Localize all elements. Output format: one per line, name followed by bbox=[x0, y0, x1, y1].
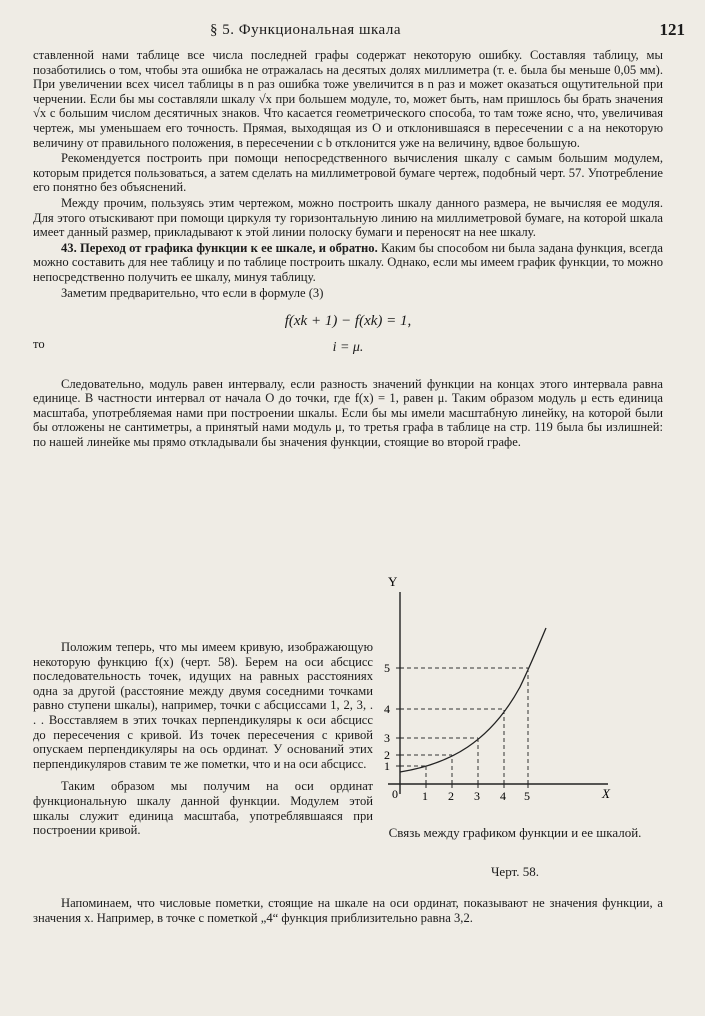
left-column bbox=[33, 640, 373, 838]
x-tick-label-2: 2 bbox=[448, 789, 454, 803]
x-tick-label-1: 1 bbox=[422, 789, 428, 803]
paragraph-text: Следовательно, модуль равен интервалу, если разность значений функции на концах этого интервала равна единице. В частности интервал от начала O до точки, где f(x) = 1, равен μ. Таким образом модуль μ есть единица масштаба, употребляемая нами при построении шкалы. Если бы мы имели масштабную линейку, на которой были бы отложены не сантиметры, а принятый нами модуль μ, то третья графа в таблице на стр. 119 была бы излишней: по нашей линейке мы прямо откладывали бы значения функции, стоящие во второй графе. bbox=[33, 376, 663, 450]
figure-label: Черт. 58. bbox=[490, 864, 539, 879]
to-word: то bbox=[33, 336, 45, 351]
origin-label: 0 bbox=[392, 787, 398, 801]
graph-svg bbox=[380, 572, 650, 832]
y-tick-label-1: 1 bbox=[384, 759, 390, 773]
paragraph: Заметим предварительно, что если в формуле (3) bbox=[61, 285, 324, 300]
x-tick-label-4: 4 bbox=[500, 789, 506, 803]
x-tick-label-3: 3 bbox=[474, 789, 480, 803]
page-number: 121 bbox=[659, 20, 685, 39]
y-tick-label-4: 4 bbox=[384, 702, 390, 716]
x-axis-label: X bbox=[602, 786, 610, 801]
function-curve bbox=[400, 628, 546, 772]
paragraph: Рекомендуется построить при помощи непосредственного вычисления шкалу с самым большим модулем, которым придется пользоваться, а затем сделать на миллиметровой бумаге чертеж, подобный черт. 57. Употребление его понятно без объяснений. bbox=[33, 151, 663, 195]
running-head: § 5. Функциональная шкала bbox=[210, 22, 401, 38]
page-header bbox=[30, 20, 685, 42]
page-body bbox=[33, 48, 663, 450]
figure-58 bbox=[380, 572, 650, 892]
closing-text bbox=[33, 896, 663, 925]
paragraph: Напоминаем, что числовые пометки, стоящие на шкале на оси ординат, показывают не значения функции, а значения x. Например, в точке с пометкой „4“ функция приблизительно равна 3,2. bbox=[33, 896, 663, 925]
section-text: Каким бы способом ни была задана функция, всегда можно составить для нее таблицу и по таблице построить шкалу. Однако, если мы имеем график функции, то можно непосредственно получить ее шкалу, минуя таблицу. bbox=[33, 240, 663, 284]
y-tick-label-5: 5 bbox=[384, 661, 390, 675]
paragraph: Таким образом мы получим на оси ординат функциональную шкалу данной функции. Модулем этой шкалы служит единица масштаба, употреблявшаяся при построении кривой. bbox=[33, 779, 373, 838]
section-title: 43. Переход от графика функции к ее шкале, и обратно. bbox=[61, 240, 378, 255]
x-tick-label-5: 5 bbox=[524, 789, 530, 803]
figure-caption: Связь между графиком функции и ее шкалой. bbox=[388, 825, 642, 840]
y-tick-label-3: 3 bbox=[384, 731, 390, 745]
paragraph bbox=[33, 377, 663, 450]
paragraph: ставленной нами таблице все числа последней графы содержат некоторую ошибку. Составляя таблицу, мы позаботились о том, чтобы эта ошибка не отражалась на десятых долях миллиметра (т. е. была бы меньше 0,05 мм). При увеличении всех чисел таблицы в n раз ошибка тоже увеличится в n раз и может оказаться ощутительной при черчении. Если бы мы составляли шкалу √x при большем модуле, то, может быть, нам пришлось бы брать значения √x с большим числом десятичных знаков. Что касается геометрического способа, то там тоже ясно, что, увеличивая чертеж, мы уменьшаем его точность. Прямая, выходящая из O и отклонившаяся в пересечении с a на некоторую величину от правильного положения, в пересечении с b отклонится уже на величину, вдвое большую. bbox=[33, 48, 663, 150]
section-paragraph bbox=[33, 241, 663, 285]
equation: i = μ. bbox=[332, 339, 364, 355]
y-tick-label-2: 2 bbox=[384, 748, 390, 762]
y-axis-label: Y bbox=[388, 574, 398, 589]
formula: f(xk + 1) − f(xk) = 1, bbox=[284, 313, 412, 330]
paragraph: Положим теперь, что мы имеем кривую, изображающую некоторую функцию f(x) (черт. 58). Берем на оси абсцисс последовательность точек, идущих на равных расстояниях одна за другой (расстояние между двумя соседними точками равно ступени шкалы), например, точки с абсциссами 1, 2, 3, . . . Восставляем в этих точках перпендикуляры к оси абсцисс до пересечения с кривой. Из точек пересечения с кривой опускаем перпендикуляры на ось ординат. У оснований этих перпендикуляров ставим те же пометки, что и на оси абсцисс. bbox=[33, 640, 373, 771]
equation-row bbox=[33, 333, 663, 367]
paragraph: Между прочим, пользуясь этим чертежом, можно построить шкалу данного размера, не вычисляя ее модуля. Для этого отыскивают при помощи циркуля ту горизонтальную линию на миллиметровой бумаге, на которой шкала имеет данный размер, прикладывают к этой линии полоску бумаги и переносят на нее шкалу. bbox=[33, 195, 663, 240]
